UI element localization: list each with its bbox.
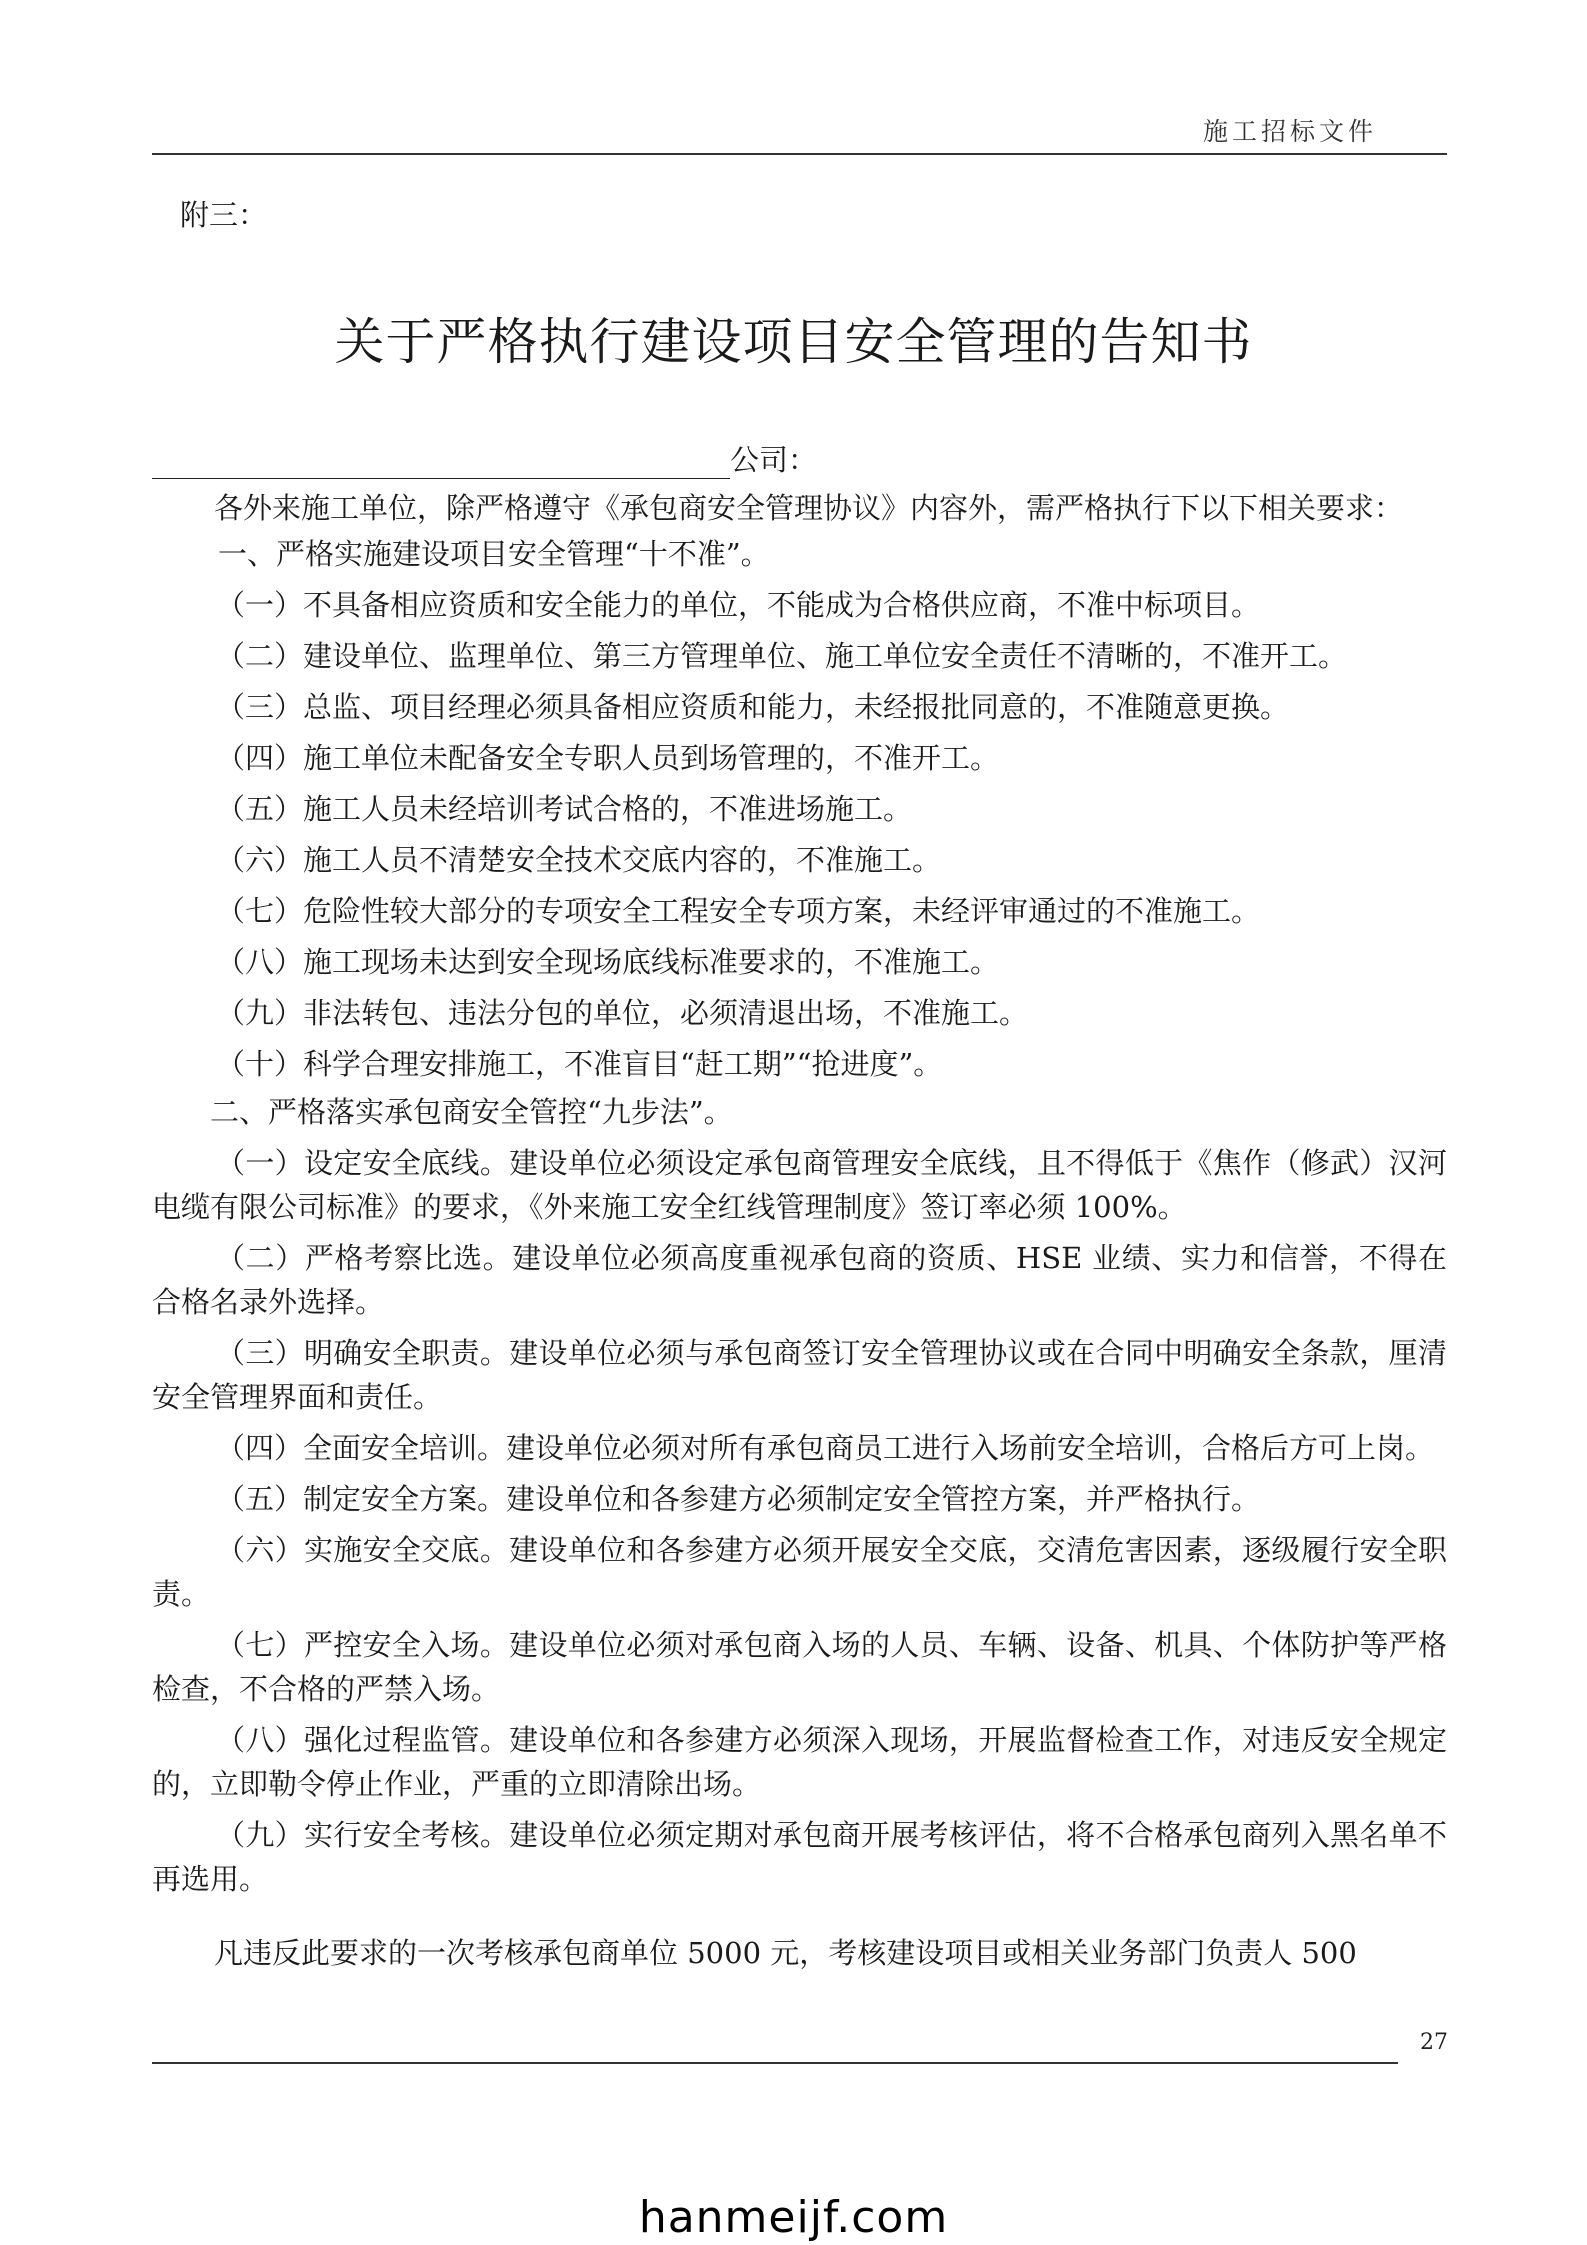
addressee-suffix: 公司： xyxy=(730,443,818,477)
document-title: 关于严格执行建设项目安全管理的告知书 xyxy=(334,313,1253,371)
section1-item: （三）总监、项目经理必须具备相应资质和能力，未经报批同意的，不准随意更换。 xyxy=(216,690,1290,724)
section1-item: （七）危险性较大部分的专项安全工程安全专项方案，未经评审通过的不准施工。 xyxy=(216,894,1261,928)
section1-item: （十）科学合理安排施工，不准盲目“赶工期”“抢进度”。 xyxy=(216,1047,943,1081)
closing-paragraph: 凡违反此要求的一次考核承包商单位 5000 元，考核建设项目或相关业务部门负责人 500 xyxy=(214,1936,1357,1970)
section2-item: （七）严控安全入场。建设单位必须对承包商入场的人员、车辆、设备、机具、个体防护等严格检查，不合格的严禁入场。 xyxy=(152,1628,1447,1706)
section1-item: （四）施工单位未配备安全专职人员到场管理的，不准开工。 xyxy=(216,741,1000,775)
section2-heading: 二、严格落实承包商安全管控“九步法”。 xyxy=(210,1095,733,1129)
section1-item: （九）非法转包、违法分包的单位，必须清退出场，不准施工。 xyxy=(216,996,1029,1030)
section2-item: （九）实行安全考核。建设单位必须定期对承包商开展考核评估，将不合格承包商列入黑名单不再选用。 xyxy=(152,1818,1447,1896)
section2-item: （三）明确安全职责。建设单位必须与承包商签订安全管理协议或在合同中明确安全条款，厘清安全管理界面和责任。 xyxy=(152,1336,1447,1414)
section1-item: （一）不具备相应资质和安全能力的单位，不能成为合格供应商，不准中标项目。 xyxy=(216,588,1261,622)
section2-item: （一）设定安全底线。建设单位必须设定承包商管理安全底线，且不得低于《焦作（修武）汉河电缆有限公司标准》的要求，《外来施工安全红线管理制度》签订率必须 100%。 xyxy=(152,1146,1447,1224)
section2-item: （六）实施安全交底。建设单位和各参建方必须开展安全交底，交清危害因素，逐级履行安全职责。 xyxy=(152,1533,1447,1611)
section2-item: （二）严格考察比选。建设单位必须高度重视承包商的资质、HSE 业绩、实力和信誉，不得在合格名录外选择。 xyxy=(152,1241,1447,1319)
section2-item: （四）全面安全培训。建设单位必须对所有承包商员工进行入场前安全培训，合格后方可上岗。 xyxy=(216,1431,1435,1465)
running-header: 施工招标文件 xyxy=(1202,117,1377,146)
section1-heading: 一、严格实施建设项目安全管理“十不准”。 xyxy=(218,537,770,571)
section1-item: （五）施工人员未经培训考试合格的，不准进场施工。 xyxy=(216,792,913,826)
section1-item: （六）施工人员不清楚安全技术交底内容的，不准施工。 xyxy=(216,843,942,877)
section2-item: （八）强化过程监管。建设单位和各参建方必须深入现场，开展监督检查工作，对违反安全规定的，立即勒令停止作业，严重的立即清除出场。 xyxy=(152,1723,1447,1801)
section1-item: （八）施工现场未达到安全现场底线标准要求的，不准施工。 xyxy=(216,945,1000,979)
section2-item: （五）制定安全方案。建设单位和各参建方必须制定安全管控方案，并严格执行。 xyxy=(216,1482,1261,1516)
intro-paragraph: 各外来施工单位，除严格遵守《承包商安全管理协议》内容外，需严格执行下以下相关要求： xyxy=(214,491,1404,525)
header-rule xyxy=(152,153,1447,155)
footer-rule xyxy=(152,2062,1398,2064)
watermark-text: hanmeijf.com xyxy=(638,2192,949,2243)
page-number: 27 xyxy=(1420,2030,1448,2055)
addressee-line xyxy=(152,438,817,479)
section1-item: （二）建设单位、监理单位、第三方管理单位、施工单位安全责任不清晰的，不准开工。 xyxy=(216,639,1348,673)
appendix-label: 附三： xyxy=(180,198,268,232)
addressee-blank xyxy=(152,444,730,479)
document-body xyxy=(152,486,1447,1975)
